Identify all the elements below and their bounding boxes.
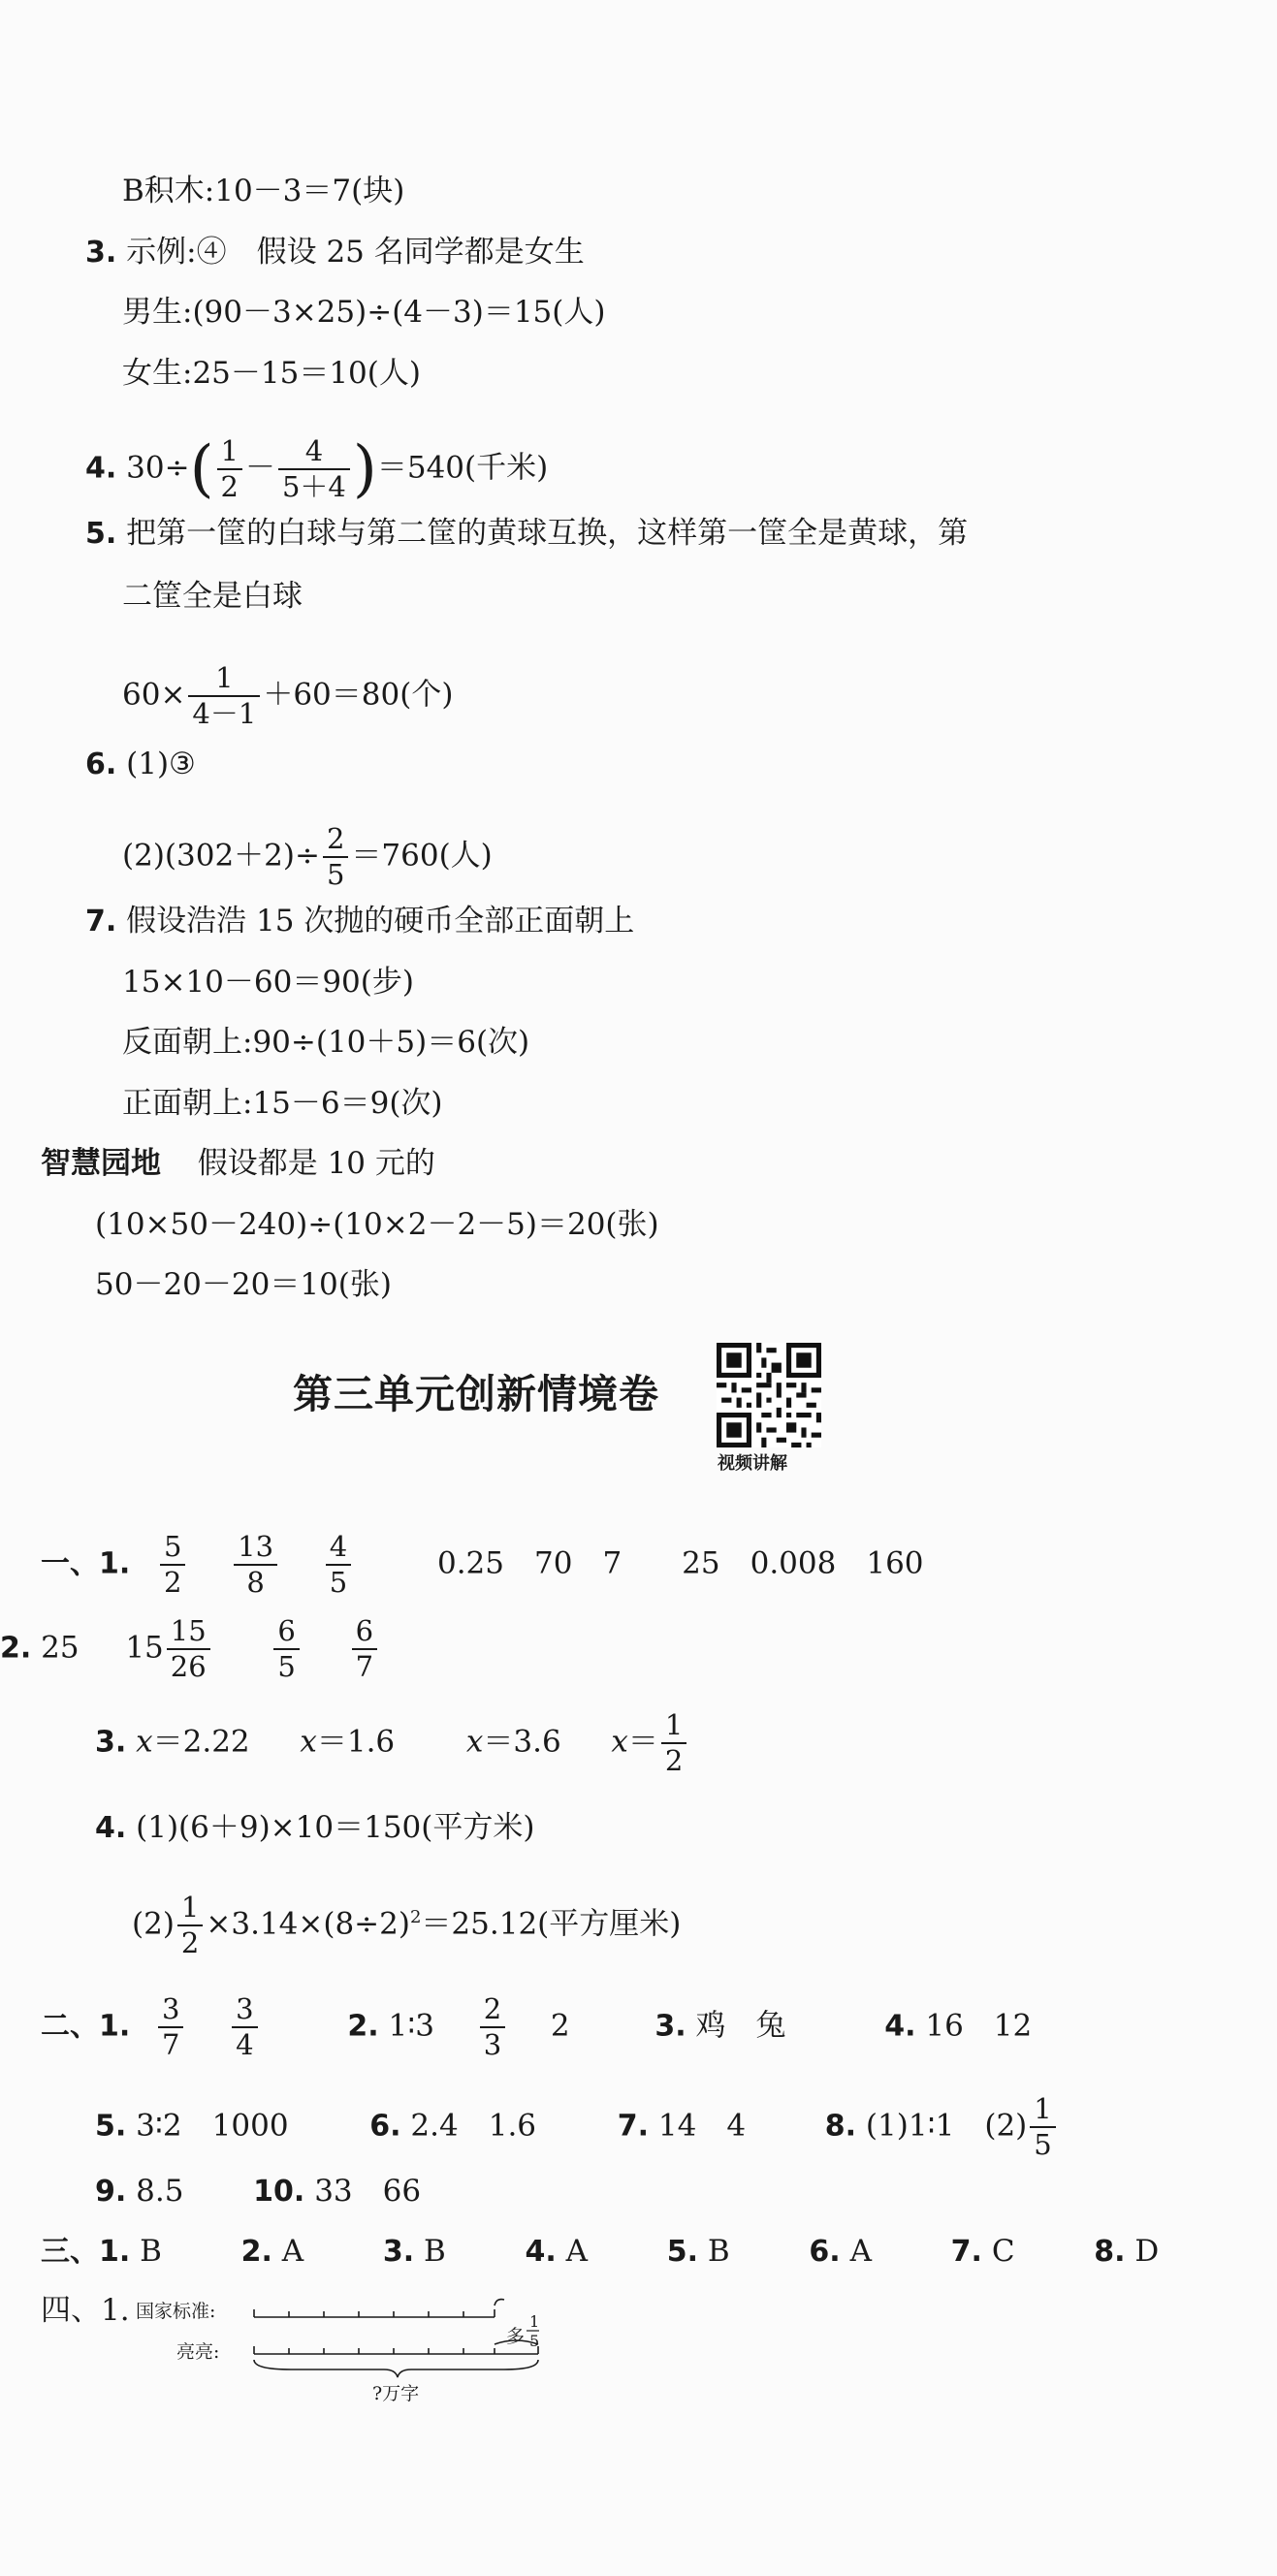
part2-row1: 二、1. $\frac{3}{7}$ $\frac{3}{4}$ 2. 1∶3 $\frac{2}{3}$ 2 3. 鸡 兔 4. 16 12 <box>41 1992 1033 2061</box>
q5-text: 把第一筐的白球与第二筐的黄球互换，这样第一筐全是黄球，第 <box>126 516 969 551</box>
line-b-blocks: B积木:10－3＝7(块) <box>122 174 405 208</box>
q3-number: 3. <box>85 236 117 270</box>
part1-heading: 一、1. <box>41 1546 131 1581</box>
q4-post: ＝540(千米) <box>376 450 549 486</box>
q6-line1 <box>85 745 196 784</box>
q7-line2: 15×10－60＝90(步) <box>122 965 414 1000</box>
q6-fraction: $\frac{2}{5}$ <box>323 822 348 892</box>
q3-line2: 男生:(90－3×25)÷(4－3)＝15(人) <box>122 295 606 330</box>
p1-rest: 0.25 70 7 25 0.008 160 <box>436 1545 924 1581</box>
q7-line3: 反面朝上:90÷(10＋5)＝6(次) <box>122 1025 530 1060</box>
wisdom-garden-line1 <box>41 1144 435 1183</box>
p2-q2-fraction: $\frac{2}{3}$ <box>480 1992 505 2062</box>
p2-fraction2: $\frac{3}{4}$ <box>232 1992 257 2062</box>
diagram-more-label: 多 <box>506 2326 526 2347</box>
part1-row4: 4. (1)(6＋9)×10＝150(平方米) <box>95 1810 535 1845</box>
q6-number: 6. <box>85 747 117 781</box>
q5-line1 <box>85 514 968 554</box>
p1-fraction3: $\frac{4}{5}$ <box>326 1530 351 1600</box>
q5-line3: 60× $\frac{1}{4-1}$ ＋60＝80(个) <box>122 661 454 730</box>
q4-number: 4. <box>85 451 117 486</box>
q7-number: 7. <box>85 905 117 938</box>
q6-text: (1)③ <box>126 747 196 781</box>
q3-text: 示例:④ 假设 25 名同学都是女生 <box>126 235 585 270</box>
p1-q4-fraction: $\frac{1}{2}$ <box>177 1891 203 1960</box>
part1-row3: 3. x＝2.22 x＝1.6 x＝3.6 x＝ $\frac{1}{2}$ <box>95 1708 689 1778</box>
p2-fraction1: $\frac{3}{7}$ <box>158 1992 183 2062</box>
wisdom-garden-line3: 50－20－20＝10(张) <box>95 1267 392 1302</box>
q3-line3: 女生:25－15＝10(人) <box>122 356 421 391</box>
q7-text: 假设浩浩 15 次抛的硬币全部正面朝上 <box>126 904 635 938</box>
part2-row3: 9. 8.5 10. 33 66 <box>95 2174 422 2209</box>
p2-q8-fraction: $\frac{1}{5}$ <box>1030 2092 1055 2162</box>
p1-q4-number: 4. <box>95 1811 127 1845</box>
q6-line2: (2)(302＋2)÷ $\frac{2}{5}$ ＝760(人) <box>122 822 493 891</box>
part3-heading: 三、1. <box>41 2235 131 2269</box>
part3-row: 三、1. B 2. A 3. B 4. A 5. B 6. A 7. C 8. D <box>41 2234 1160 2269</box>
q3-line1 <box>85 233 585 272</box>
diagram-label-liangliang: 亮亮: <box>176 2341 220 2363</box>
q7-line1 <box>85 902 634 941</box>
part2-heading: 二、1. <box>41 2009 131 2044</box>
diagram-frac-den: 5 <box>529 2332 540 2350</box>
part4-heading: 四、1. <box>41 2293 130 2328</box>
part1-row2: 2. 25 15 $\frac{15}{26}$ $\frac{6}{5}$ $\frac{6}{7}$ <box>0 1614 380 1684</box>
wisdom-garden-heading: 智慧园地 <box>41 1146 161 1181</box>
part1-row1 <box>41 1530 924 1600</box>
q4-line <box>85 434 548 504</box>
part1-row4-line2: (2) $\frac{1}{2}$ $\times 3.14\times(8\div 2)^2=25.12$(平方厘米) <box>132 1891 682 1959</box>
p1-q2-number: 2. <box>0 1631 32 1666</box>
p1-fraction1: $\frac{5}{2}$ <box>160 1530 185 1600</box>
q5-line2: 二筐全是白球 <box>122 579 303 614</box>
diagram-label-national: 国家标准: <box>136 2301 216 2322</box>
p1-q2-fraction1: $\frac{15}{26}$ <box>167 1614 210 1684</box>
right-paren: ) <box>352 433 377 505</box>
qr-code-icon[interactable] <box>717 1343 821 1447</box>
q4-pre: 30÷ <box>126 450 190 486</box>
diagram-unknown-label: ?万字 <box>372 2383 420 2404</box>
q5-number: 5. <box>85 517 117 551</box>
p1-fraction2: $\frac{13}{8}$ <box>234 1530 277 1600</box>
wisdom-garden-line2: (10×50－240)÷(10×2－2－5)＝20(张) <box>95 1207 659 1242</box>
part2-row2: 5. 3∶2 1000 6. 2.4 1.6 7. 14 4 8. (1)1∶1 (2) $\frac{1}{5}$ <box>95 2092 1059 2162</box>
q7-line4: 正面朝上:15－6＝9(次) <box>122 1086 443 1121</box>
left-paren: ( <box>189 433 214 505</box>
section-title: 第三单元创新情境卷 <box>293 1371 659 1417</box>
q5-fraction: $\frac{1}{4-1}$ <box>188 661 260 731</box>
qr-caption: 视频讲解 <box>718 1453 787 1474</box>
p1-q2-fraction3: $\frac{6}{7}$ <box>352 1614 377 1684</box>
q4-minus: － <box>244 450 275 486</box>
wisdom-garden-text: 假设都是 10 元的 <box>197 1146 435 1181</box>
p1-q2-fraction2: $\frac{6}{5}$ <box>273 1614 299 1684</box>
q4-fraction1: $\frac{1}{2}$ <box>217 434 242 504</box>
diagram-frac-num: 1 <box>529 2312 540 2331</box>
q4-fraction2: $\frac{4}{5+4}$ <box>278 434 350 504</box>
p1-q3-fraction: $\frac{1}{2}$ <box>661 1708 686 1778</box>
p1-q3-number: 3. <box>95 1725 127 1760</box>
line-segment-diagram <box>0 2288 582 2424</box>
